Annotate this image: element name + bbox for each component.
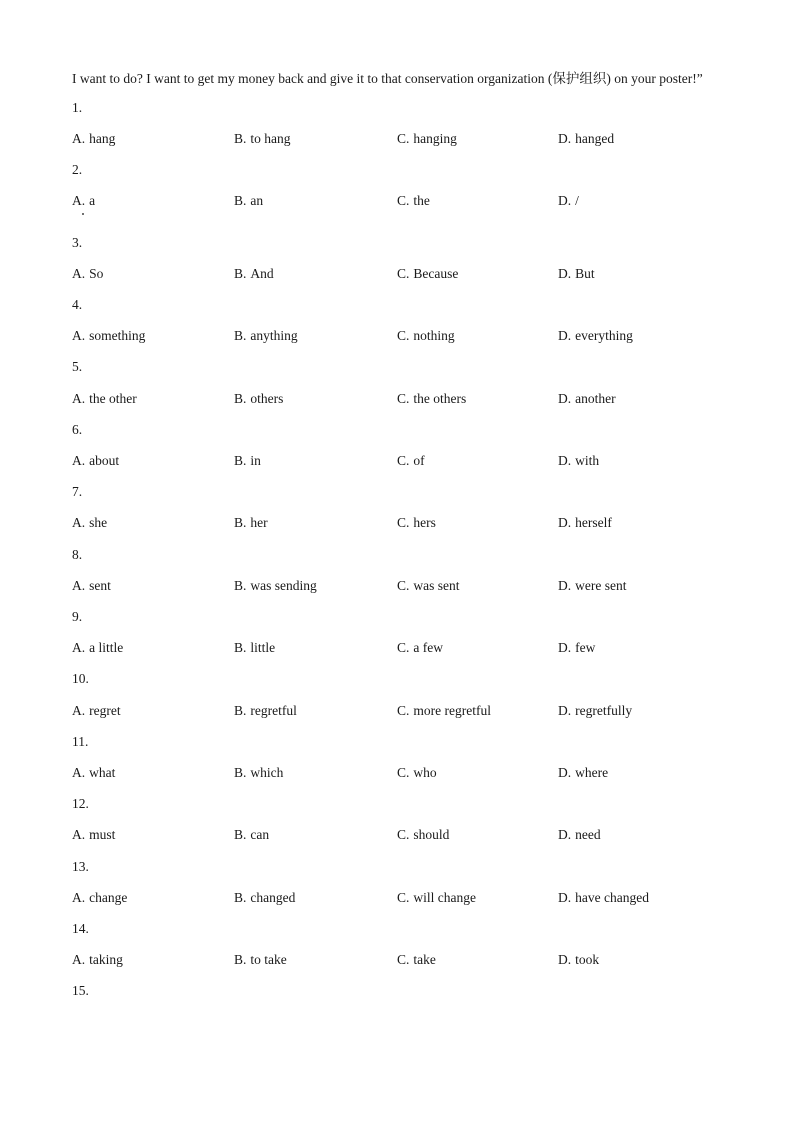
- option-text: took: [575, 952, 600, 967]
- option-row: [0, 131, 794, 149]
- option-text: little: [250, 640, 276, 655]
- option-text: have changed: [575, 890, 649, 905]
- option-letter: C.: [397, 391, 410, 406]
- option-text: must: [89, 827, 116, 842]
- option-letter: B.: [234, 266, 247, 281]
- option-letter: B.: [234, 131, 247, 146]
- option-a: [72, 515, 107, 531]
- question-number: 5.: [72, 359, 83, 374]
- option-text: who: [413, 765, 437, 780]
- option-letter: B.: [234, 578, 247, 593]
- option-a: [72, 578, 111, 594]
- option-row: [0, 453, 794, 471]
- option-row: [0, 391, 794, 409]
- option-b: [234, 391, 283, 407]
- option-letter: D.: [558, 266, 572, 281]
- question-number: 8.: [72, 547, 83, 562]
- option-b: [234, 328, 298, 344]
- option-text: a few: [413, 640, 443, 655]
- option-text: hang: [89, 131, 116, 146]
- option-b: [234, 827, 269, 843]
- option-row: [0, 193, 794, 211]
- option-letter: B.: [234, 890, 247, 905]
- question-number: 10.: [72, 671, 89, 686]
- option-c: [397, 703, 491, 719]
- option-letter: B.: [234, 827, 247, 842]
- option-text: another: [575, 391, 616, 406]
- option-row: [0, 578, 794, 596]
- option-letter: D.: [558, 193, 572, 208]
- question-number: 2.: [72, 162, 83, 177]
- option-text: hanged: [575, 131, 615, 146]
- option-a: [72, 890, 127, 906]
- question-number: 14.: [72, 921, 89, 936]
- option-b: [234, 640, 275, 656]
- option-text: her: [250, 515, 268, 530]
- option-text: few: [575, 640, 596, 655]
- option-text: she: [89, 515, 108, 530]
- option-letter: D.: [558, 453, 572, 468]
- option-letter: A.: [72, 266, 86, 281]
- option-row: [0, 328, 794, 346]
- option-letter: A.: [72, 640, 86, 655]
- option-letter: C.: [397, 890, 410, 905]
- option-letter: A.: [72, 515, 86, 530]
- option-letter: C.: [397, 131, 410, 146]
- option-letter: C.: [397, 515, 410, 530]
- option-text: to take: [250, 952, 287, 967]
- option-letter: D.: [558, 328, 572, 343]
- option-row: [0, 703, 794, 721]
- option-letter: D.: [558, 703, 572, 718]
- question-number: 11.: [72, 734, 89, 749]
- option-letter: B.: [234, 328, 247, 343]
- option-letter: D.: [558, 952, 572, 967]
- option-text: need: [575, 827, 601, 842]
- option-d: [558, 391, 616, 407]
- option-text: So: [89, 266, 104, 281]
- option-c: [397, 266, 458, 282]
- option-letter: B.: [234, 453, 247, 468]
- option-text: were sent: [575, 578, 627, 593]
- option-letter: D.: [558, 578, 572, 593]
- option-b: [234, 703, 297, 719]
- option-c: [397, 515, 436, 531]
- question-number: 6.: [72, 422, 83, 437]
- option-c: [397, 890, 476, 906]
- question-number: 15.: [72, 983, 89, 998]
- option-letter: B.: [234, 515, 247, 530]
- option-b: [234, 890, 295, 906]
- option-text: something: [89, 328, 146, 343]
- option-letter: D.: [558, 890, 572, 905]
- option-a: [72, 453, 119, 469]
- option-a: [72, 193, 95, 209]
- option-c: [397, 328, 455, 344]
- option-a: [72, 827, 115, 843]
- option-letter: C.: [397, 827, 410, 842]
- option-text: the others: [413, 391, 467, 406]
- option-a: [72, 640, 123, 656]
- option-letter: C.: [397, 193, 410, 208]
- option-row: [0, 266, 794, 284]
- option-text: to hang: [250, 131, 291, 146]
- option-letter: B.: [234, 703, 247, 718]
- option-text: And: [250, 266, 274, 281]
- option-a: [72, 765, 115, 781]
- option-letter: B.: [234, 952, 247, 967]
- option-letter: A.: [72, 578, 86, 593]
- option-letter: C.: [397, 703, 410, 718]
- option-d: [558, 952, 599, 968]
- option-text: the: [413, 193, 430, 208]
- option-letter: C.: [397, 266, 410, 281]
- option-text: more regretful: [413, 703, 491, 718]
- option-c: [397, 453, 425, 469]
- option-letter: A.: [72, 703, 86, 718]
- option-text: others: [250, 391, 284, 406]
- option-letter: A.: [72, 827, 86, 842]
- option-c: [397, 193, 430, 209]
- option-letter: C.: [397, 578, 410, 593]
- option-text: take: [413, 952, 436, 967]
- option-text: can: [250, 827, 270, 842]
- option-text: about: [89, 453, 120, 468]
- option-a: [72, 266, 103, 282]
- option-row: [0, 952, 794, 970]
- option-row: [0, 765, 794, 783]
- option-text: will change: [413, 890, 476, 905]
- option-letter: B.: [234, 765, 247, 780]
- option-letter: B.: [234, 391, 247, 406]
- option-text: with: [575, 453, 600, 468]
- option-text: of: [413, 453, 425, 468]
- option-text: sent: [89, 578, 111, 593]
- option-a: [72, 328, 145, 344]
- option-text: the other: [89, 391, 137, 406]
- option-d: [558, 703, 632, 719]
- option-d: [558, 515, 612, 531]
- option-b: [234, 453, 261, 469]
- option-a: [72, 952, 123, 968]
- option-c: [397, 640, 443, 656]
- question-number: 4.: [72, 297, 83, 312]
- option-c: [397, 131, 457, 147]
- option-row: [0, 640, 794, 658]
- option-d: [558, 890, 649, 906]
- option-letter: B.: [234, 640, 247, 655]
- option-c: [397, 391, 466, 407]
- option-letter: C.: [397, 765, 410, 780]
- option-letter: C.: [397, 952, 410, 967]
- option-text: hanging: [413, 131, 457, 146]
- option-letter: B.: [234, 193, 247, 208]
- stray-dot-mark: [82, 213, 84, 215]
- option-d: [558, 765, 608, 781]
- question-number: 7.: [72, 484, 83, 499]
- option-letter: A.: [72, 952, 86, 967]
- option-b: [234, 131, 291, 147]
- option-a: [72, 131, 115, 147]
- option-text: regretfully: [575, 703, 633, 718]
- option-text: /: [575, 193, 579, 208]
- question-number: 13.: [72, 859, 89, 874]
- option-letter: A.: [72, 453, 86, 468]
- option-letter: A.: [72, 391, 86, 406]
- option-letter: A.: [72, 193, 86, 208]
- question-number: 3.: [72, 235, 83, 250]
- option-c: [397, 765, 437, 781]
- option-text: changed: [250, 890, 296, 905]
- option-c: [397, 952, 436, 968]
- option-text: was sending: [250, 578, 317, 593]
- option-text: where: [575, 765, 609, 780]
- option-letter: C.: [397, 328, 410, 343]
- option-b: [234, 515, 268, 531]
- option-text: change: [89, 890, 128, 905]
- option-row: [0, 827, 794, 845]
- option-letter: D.: [558, 765, 572, 780]
- option-text: in: [250, 453, 261, 468]
- question-number: 9.: [72, 609, 83, 624]
- option-text: should: [413, 827, 450, 842]
- option-text: Because: [413, 266, 459, 281]
- option-c: [397, 578, 460, 594]
- option-row: [0, 890, 794, 908]
- question-number: 12.: [72, 796, 89, 811]
- option-letter: D.: [558, 827, 572, 842]
- option-text: herself: [575, 515, 612, 530]
- option-letter: D.: [558, 515, 572, 530]
- option-text: But: [575, 266, 595, 281]
- option-d: [558, 578, 626, 594]
- option-d: [558, 827, 601, 843]
- option-letter: C.: [397, 453, 410, 468]
- option-letter: A.: [72, 890, 86, 905]
- option-text: was sent: [413, 578, 460, 593]
- option-text: taking: [89, 952, 123, 967]
- option-b: [234, 578, 317, 594]
- option-text: regretful: [250, 703, 297, 718]
- option-text: a little: [89, 640, 124, 655]
- option-d: [558, 453, 599, 469]
- option-a: [72, 703, 121, 719]
- option-d: [558, 328, 633, 344]
- option-text: hers: [413, 515, 436, 530]
- option-d: [558, 266, 595, 282]
- option-text: nothing: [413, 328, 455, 343]
- option-b: [234, 193, 263, 209]
- option-d: [558, 640, 595, 656]
- option-b: [234, 952, 287, 968]
- option-letter: A.: [72, 131, 86, 146]
- option-text: anything: [250, 328, 298, 343]
- option-text: an: [250, 193, 264, 208]
- option-letter: D.: [558, 391, 572, 406]
- option-d: [558, 193, 579, 209]
- option-text: everything: [575, 328, 633, 343]
- passage-text: I want to do? I want to get my money back and give it to that conservation organization (保护组织) on your poster!”: [72, 71, 703, 86]
- option-c: [397, 827, 449, 843]
- option-text: which: [250, 765, 284, 780]
- option-letter: D.: [558, 640, 572, 655]
- option-letter: C.: [397, 640, 410, 655]
- option-letter: A.: [72, 765, 86, 780]
- option-b: [234, 765, 283, 781]
- option-text: what: [89, 765, 116, 780]
- option-text: a: [89, 193, 96, 208]
- option-row: [0, 515, 794, 533]
- question-number: 1.: [72, 100, 83, 115]
- option-letter: A.: [72, 328, 86, 343]
- option-d: [558, 131, 614, 147]
- option-letter: D.: [558, 131, 572, 146]
- option-text: regret: [89, 703, 121, 718]
- option-b: [234, 266, 274, 282]
- option-a: [72, 391, 137, 407]
